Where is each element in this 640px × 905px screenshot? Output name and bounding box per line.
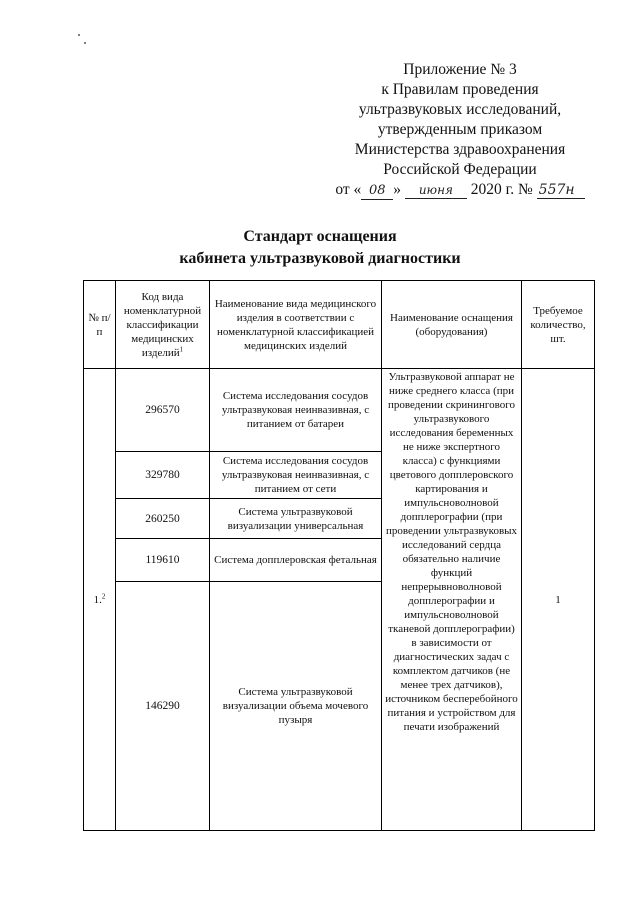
equipment-standard-table [83,280,595,831]
handwritten-month: июня [405,182,467,199]
header-equipment: Наименование оснащения (оборудования) [382,281,522,369]
appendix-line: к Правилам проведения [381,81,539,98]
group-number-text: 1. [93,593,102,606]
speck-mark [84,42,86,44]
order-date-line [330,180,590,200]
appendix-block [330,60,590,200]
code-cell: 329780 [116,452,210,499]
device-name-cell: Система исследования сосудов ультразвуковая неинвазивная, с питанием от сети [210,452,382,499]
document-title [0,226,640,270]
header-number: № п/п [84,281,116,369]
title-line: Стандарт оснащения [243,228,397,245]
date-prefix: от « [335,181,362,198]
device-name-cell: Система исследования сосудов ультразвуковая неинвазивная, с питанием от батареи [210,369,382,452]
appendix-line: Приложение № 3 [403,61,517,78]
code-cell: 146290 [116,582,210,831]
device-name-cell: Система ультразвуковой визуализации объема мочевого пузыря [210,582,382,831]
handwritten-order-number: 557н [537,182,585,199]
device-name-cell: Система допплеровская фетальная [210,539,382,582]
title-line: кабинета ультразвуковой диагностики [179,250,461,267]
code-cell: 119610 [116,539,210,582]
appendix-line: Министерства здравоохранения [354,141,566,158]
code-cell: 260250 [116,499,210,539]
table-row [84,369,595,452]
device-name-cell: Система ультразвуковой визуализации универсальная [210,499,382,539]
header-device-name: Наименование вида медицинского изделия в соответствии с номенклатурной классификацией медицинских изделий [210,281,382,369]
appendix-line: Российской Федерации [383,161,537,178]
speck-mark [78,34,80,36]
handwritten-day: 08 [361,183,393,200]
group-number [84,369,116,831]
header-code [116,281,210,369]
footnote-marker: 2 [101,591,106,600]
table-header-row [84,281,595,369]
equipment-cell: Ультразвуковой аппарат не ниже среднего класса (при проведении скринингового ультразвукового исследования беременных не ниже экспертного класса) с функциями цветового допплеровского картирования и импульсноволновой допплерографии (при проведении ультразвуковых исследований сердца обязательно наличие функций непрерывноволновой допплерографии и импульсноволновой тканевой допплерографии) в зависимости от диагностических задач с комплектом датчиков (не менее трех датчиков), источником бесперебойного питания и устройством для печати изображений [382,369,522,831]
appendix-line: утвержденным приказом [377,121,543,138]
appendix-line: ультразвуковых исследований, [358,101,562,118]
date-year: 2020 г. № [470,181,533,198]
quantity-cell: 1 [522,369,595,831]
date-mid: » [393,181,402,198]
code-cell: 296570 [116,369,210,452]
header-code-text: Код вида номенклатурной классификации медицинских изделий [123,290,202,359]
footnote-marker: 1 [179,344,184,353]
header-quantity: Требуемое количество, шт. [522,281,595,369]
